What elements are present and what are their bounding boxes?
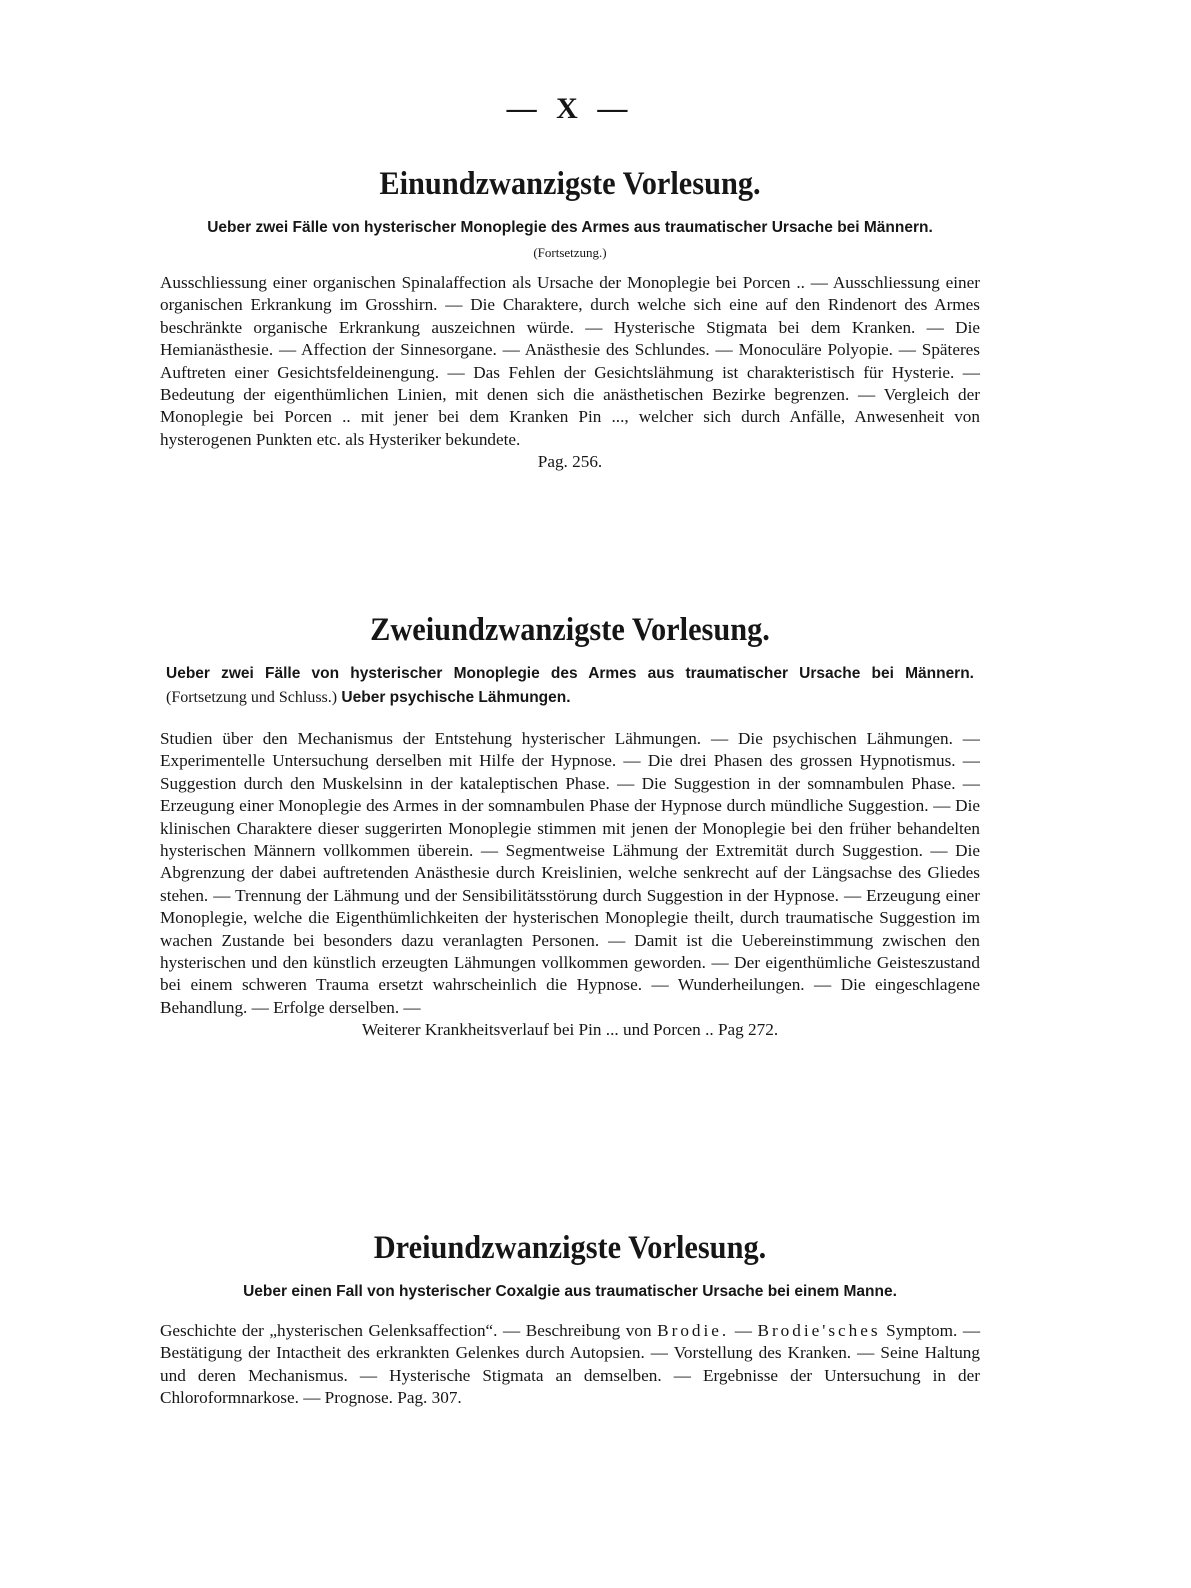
lecture-23-page-ref: Pag. 307. — [397, 1388, 462, 1408]
lecture-21-summary-text: Ausschliessung einer organischen Spinalaffection als Ursache der Monoplegie bei Porcen .. — Ausschliessung einer organischen Erkrankung im Grosshirn. — Die Charaktere, durch welche sich eine auf den Rindenort des Armes beschränkte organische Erkrankung auszeichnen würde. — Hysterische Stigmata bei dem Kranken. — Die Hemianästhesie. — Affection der Sinnesorgane. — Anästhesie des Schlundes. — Monoculäre Polyopie. — Späteres Auftreten einer Gesichtsfeldeinengung. — Das Fehlen der Gesichtslähmung ist charakteristisch für Hysterie. — Bedeutung der eigenthümlichen Linien, mit denen sich die anästhetischen Bezirke begrenzen. — Vergleich der Monoplegie bei Porcen .. mit jener bei dem Kranken Pin ..., welcher sich durch Anfälle, Anwesenheit von hysterogenen Punkten etc. als Hysteriker bekundete. — [160, 273, 980, 449]
lecture-22-section — [160, 610, 980, 1042]
lecture-22-subtitle-part-2: Ueber psychische Lähmungen. — [341, 689, 571, 706]
lecture-23-section — [160, 1228, 980, 1410]
lecture-23-summary — [160, 1320, 980, 1410]
lecture-23-title: Dreiundzwanzigste Vorlesung. — [373, 1230, 767, 1266]
page-number: — X — — [506, 92, 634, 125]
lecture-23-name-brodie: Brodie. — [657, 1321, 730, 1340]
lecture-22-subtitle — [160, 662, 980, 710]
lecture-21-summary — [160, 272, 980, 474]
book-page — [160, 0, 980, 1588]
lecture-21-title: Einundzwanzigste Vorlesung. — [379, 166, 761, 202]
lecture-22-summary — [160, 728, 980, 1042]
lecture-22-summary-text: Studien über den Mechanismus der Entstehung hysterischer Lähmungen. — Die psychischen Lähmungen. — Experimentelle Untersuchung derselben mit Hilfe der Hypnose. — Die drei Phasen des grossen Hypnotismus. — Suggestion durch den Muskelsinn in der kataleptischen Phase. — Die Suggestion in der somnambulen Phase. — Erzeugung einer Monoplegie des Armes in der somnambulen Phase der Hypnose durch mündliche Suggestion. — Die klinischen Charaktere dieser suggerirten Monoplegie stimmen mit jenen der Monoplegie bei den früher behandelten hysterischen Männern vollkommen überein. — Segmentweise Lähmung der Extremität durch Suggestion. — Die Abgrenzung der dabei auftretenden Anästhesie durch Kreislinien, welche senkrecht auf der Längsachse des Gliedes stehen. — Trennung der Lähmung und der Sensibilitätsstörung durch Suggestion in der Hypnose. — Erzeugung einer Monoplegie, welche die Eigenthümlichkeiten der hysterischen Monoplegie theilt, durch traumatische Suggestion im wachen Zustande bei besonders dazu veranlagten Personen. — Damit ist die Uebereinstimmung zwischen den hysterischen und den künstlich erzeugten Lähmungen vollkommen geworden. — Der eigenthümliche Geisteszustand bei einem schweren Trauma ersetzt wahrscheinlich die Hypnose. — Wunderheilungen. — Die eingeschlagene Behandlung. — Erfolge derselben. — — [160, 729, 980, 1017]
lecture-22-title: Zweiundzwanzigste Vorlesung. — [370, 612, 770, 648]
lecture-21-page-ref: Pag. 256. — [537, 452, 603, 472]
lecture-23-summary-dash: — — [734, 1321, 752, 1340]
lecture-21-section — [160, 164, 980, 474]
lecture-21-continuation-note: (Fortsetzung.) — [533, 245, 607, 260]
lecture-22-subtitle-part-1: Ueber zwei Fälle von hysterischer Monoplegie des Armes aus traumatischer Ursache bei Männern. — [166, 665, 974, 682]
lecture-23-name-brodie-symptom: Brodie'sches — [757, 1321, 881, 1340]
lecture-23-subtitle: Ueber einen Fall von hysterischer Coxalgie aus traumatischer Ursache bei einem Manne. — [243, 1283, 897, 1300]
lecture-23-summary-part-1: Geschichte der „hysterischen Gelenksaffection“. — Beschreibung von — [160, 1321, 652, 1340]
lecture-23-summary-part-2: Symptom. — Bestätigung der Intactheit des erkrankten Gelenkes durch Autopsien. — Vorstellung des Kranken. — Seine Haltung und deren Mechanismus. — Hysterische Stigmata an demselben. — Ergebnisse der Untersuchung in der Chloroformnarkose. — Prognose. — [160, 1321, 981, 1408]
lecture-21-subtitle: Ueber zwei Fälle von hysterischer Monoplegie des Armes aus traumatischer Ursache bei Männern. — [207, 219, 933, 236]
lecture-22-subtitle-note: (Fortsetzung und Schluss.) — [166, 689, 338, 706]
lecture-22-page-ref: Weiterer Krankheitsverlauf bei Pin ... und Porcen .. Pag 272. — [361, 1020, 779, 1040]
